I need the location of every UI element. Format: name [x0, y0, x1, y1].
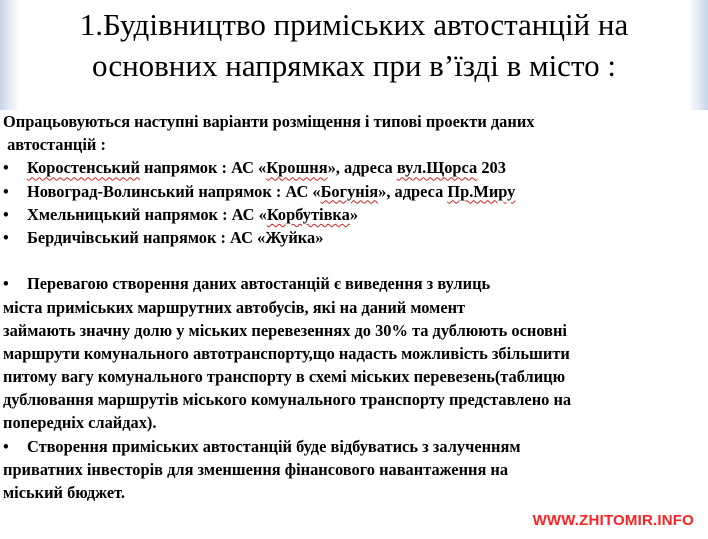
direction-item — [3, 180, 705, 203]
bullet-icon: • — [3, 158, 9, 178]
station-name: Богунія — [320, 181, 379, 201]
bullet-icon: • — [3, 204, 9, 224]
advantage-text-line: Перевагою створення даних автостанцій є виведення з вулиць — [27, 274, 491, 294]
intro-line: автостанцій : — [3, 135, 106, 155]
title-line: 1.Будівництво приміських автостанцій на — [79, 7, 629, 42]
slide-title — [0, 4, 708, 86]
direction-text — [27, 156, 506, 179]
house-number: 203 — [477, 158, 506, 178]
advantage-text-line: питому вагу комунального транспорту в схемі міських перевезень(таблицю — [3, 367, 566, 387]
direction-text-part: », адреса — [327, 158, 397, 178]
advantage-text-line: дублювання маршрутів міського комунального транспорту представлено на — [3, 390, 572, 410]
station-name: Корбутівка — [266, 204, 350, 224]
direction-item — [3, 226, 705, 249]
investors-text-line: міський бюджет. — [3, 483, 126, 502]
advantage-text-line: займають значну долю у міських перевезеннях до 30% та дублюють основні — [3, 320, 567, 340]
direction-text — [27, 180, 515, 203]
direction-text: Бердичівський напрямок : АС «Жуйка» — [27, 227, 324, 247]
street-name: Пр.Миру — [447, 181, 516, 201]
advantage-text-line: попередніх слайдах). — [3, 413, 157, 433]
direction-text-part: напрямок : АС « — [139, 158, 267, 178]
direction-text-part: » — [349, 204, 359, 224]
title-line: основних напрямках при в’їзді в місто : — [92, 48, 616, 83]
advantage-text-line: міста приміських маршрутних автобусів, які на даний момент — [3, 297, 466, 317]
intro-line: Опрацьовуються наступні варіанти розміщення і типові проекти даних — [3, 112, 535, 131]
spacer — [3, 249, 705, 272]
investors-item — [3, 435, 705, 458]
direction-item — [3, 156, 705, 179]
slide-body — [3, 110, 705, 504]
investors-text-line: приватних інвесторів для зменшення фінансового навантаження на — [3, 459, 509, 479]
investors-text-line: Створення приміських автостанцій буде відбуватись з залученням — [27, 436, 521, 456]
bullet-icon: • — [3, 181, 9, 201]
advantage-item — [3, 272, 705, 295]
direction-name: Коростенський — [27, 158, 140, 178]
direction-text — [27, 203, 358, 226]
bullet-icon: • — [3, 274, 9, 294]
site-watermark: WWW.ZHITOMIR.INFO — [532, 512, 694, 529]
direction-text-part: Хмельницький напрямок : АС « — [27, 204, 267, 224]
station-name: Крошня — [266, 158, 328, 178]
advantage-text-line: маршрути комунального автотранспорту,що надасть можливість збільшити — [3, 343, 570, 363]
direction-text-part: », адреса — [378, 181, 448, 201]
street-name: вул.Щорса — [396, 158, 478, 178]
bullet-icon: • — [3, 227, 9, 247]
direction-text-part: Новоград-Волинський напрямок : АС « — [27, 181, 321, 201]
bullet-icon: • — [3, 436, 9, 456]
direction-item — [3, 203, 705, 226]
